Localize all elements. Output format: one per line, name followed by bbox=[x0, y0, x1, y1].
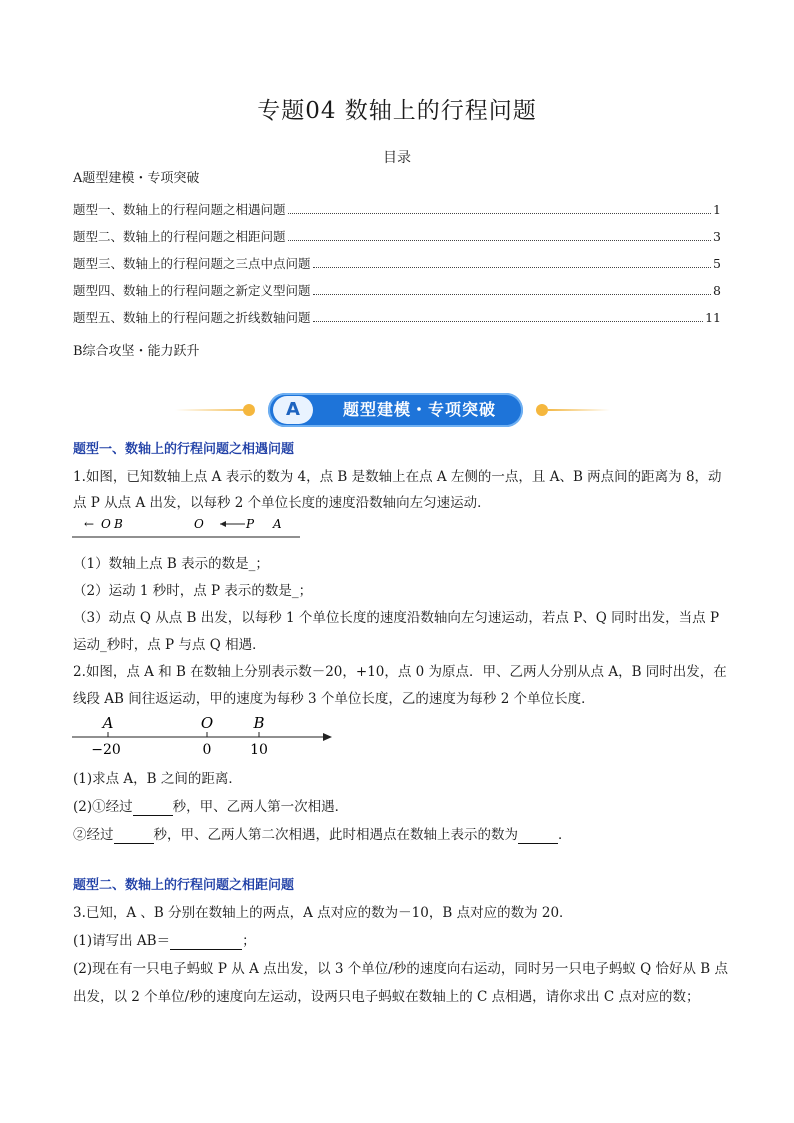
toc-section-a: A题型建模・专项突破 bbox=[73, 171, 200, 186]
toc-item-page: 1 bbox=[713, 202, 721, 217]
banner-letter: A bbox=[273, 396, 313, 424]
banner-left-dot bbox=[243, 404, 255, 416]
q2-sub1: (1)求点 A，B 之间的距离． bbox=[73, 771, 242, 787]
toc-item-label: 题型二、数轴上的行程问题之相距问题 bbox=[73, 229, 286, 244]
toc-item-label: 题型四、数轴上的行程问题之新定义型问题 bbox=[73, 283, 311, 298]
toc-leader-dots bbox=[313, 294, 712, 295]
toc-section-b: B综合攻坚・能力跃升 bbox=[73, 344, 200, 359]
toc-item[interactable] bbox=[73, 227, 721, 245]
banner-right-line bbox=[548, 409, 610, 411]
q3-sub1 bbox=[73, 929, 256, 950]
q2-number-line bbox=[70, 712, 335, 757]
q1-sub2: （2）运动 1 秒时，点 P 表示的数是_； bbox=[73, 583, 313, 599]
q1-sub3-line2: 运动_秒时，点 P 与点 Q 相遇． bbox=[73, 637, 266, 653]
banner-left-line bbox=[175, 409, 253, 411]
q2-text-line1: 2.如图，点 A 和 B 在数轴上分别表示数－20，+10，点 0 为原点．甲、乙两人分别从点 A，B 同时出发，在 bbox=[73, 664, 727, 680]
left-arrow-label: ← bbox=[84, 517, 95, 531]
q2-text-line2: 线段 AB 间往返运动，甲的速度为每秒 3 个单位长度，乙的速度为每秒 2 个单位长度． bbox=[73, 691, 595, 707]
toc-item-label: 题型五、数轴上的行程问题之折线数轴问题 bbox=[73, 310, 311, 325]
tick-label-b: 10 bbox=[250, 742, 268, 758]
axis-arrow-head bbox=[323, 733, 332, 741]
q3-sub1-suffix: ； bbox=[242, 933, 256, 949]
q1-sub3-line1: （3）动点 Q 从点 B 出发，以每秒 1 个单位长度的速度沿数轴向左匀速运动，若点 P、Q 同时出发，当点 P bbox=[73, 610, 720, 626]
point-label-a: A bbox=[102, 714, 114, 732]
q1-text-line1: 1.如图，已知数轴上点 A 表示的数为 4，点 B 是数轴上在点 A 左侧的一点，且 A、B 两点间的距离为 8，动 bbox=[73, 469, 722, 485]
toc-item[interactable] bbox=[73, 200, 721, 218]
toc-item-page: 5 bbox=[713, 256, 721, 271]
q3-sub1-prefix: (1)请写出 AB＝ bbox=[73, 933, 171, 949]
section-title: 题型一、数轴上的行程问题之相遇问题 bbox=[73, 442, 295, 457]
toc-leader-dots bbox=[288, 213, 712, 214]
q1-number-line bbox=[70, 514, 310, 544]
q1-sub1: （1）数轴上点 B 表示的数是_； bbox=[73, 556, 269, 572]
point-label-b: B bbox=[114, 517, 123, 531]
q2-sub2-a-prefix: (2)①经过 bbox=[73, 799, 133, 815]
q2-sub2-b bbox=[73, 823, 572, 844]
q3-text-line1: 3.已知，A 、B 分别在数轴上的两点，A 点对应的数为－10，B 点对应的数为 20． bbox=[73, 905, 573, 921]
toc-item[interactable] bbox=[73, 254, 721, 272]
answer-blank[interactable] bbox=[170, 933, 242, 950]
q2-sub2-a bbox=[73, 795, 348, 816]
section-title: 题型二、数轴上的行程问题之相距问题 bbox=[73, 878, 295, 893]
q2-sub2-b-mid: 秒，甲、乙两人第二次相遇，此时相遇点在数轴上表示的数为 bbox=[153, 827, 518, 843]
toc-item-label: 题型一、数轴上的行程问题之相遇问题 bbox=[73, 202, 286, 217]
toc-item-page: 3 bbox=[713, 229, 721, 244]
q2-sub2-b-prefix: ②经过 bbox=[73, 827, 114, 843]
toc-item-label: 题型三、数轴上的行程问题之三点中点问题 bbox=[73, 256, 311, 271]
toc-item-page: 8 bbox=[713, 283, 721, 298]
q1-text-line2: 点 P 从点 A 出发，以每秒 2 个单位长度的速度沿数轴向左匀速运动． bbox=[73, 495, 491, 511]
toc-leader-dots bbox=[313, 321, 704, 322]
toc-leader-dots bbox=[288, 240, 712, 241]
point-label-b: B bbox=[253, 714, 265, 732]
tick-label-a: −20 bbox=[91, 742, 121, 758]
page-title: 专题04 数轴上的行程问题 bbox=[257, 98, 537, 124]
toc-item-page: 11 bbox=[705, 310, 721, 325]
point-label-o: O bbox=[101, 517, 111, 531]
banner-right-dot bbox=[536, 404, 548, 416]
toc-leader-dots bbox=[313, 267, 712, 268]
section-banner bbox=[268, 393, 523, 427]
point-label-p: P bbox=[246, 517, 255, 531]
toc-heading: 目录 bbox=[383, 150, 411, 166]
answer-blank[interactable] bbox=[133, 799, 173, 816]
q3-sub2-line2: 出发，以 2 个单位/秒的速度向左运动，设两只电子蚂蚁在数轴上的 C 点相遇，请你求出 C 点对应的数； bbox=[73, 989, 700, 1005]
point-label-o: O bbox=[200, 714, 214, 732]
point-label-a: A bbox=[273, 517, 282, 531]
q2-sub2-a-suffix: 秒，甲、乙两人第一次相遇． bbox=[172, 799, 349, 815]
toc-item[interactable] bbox=[73, 281, 721, 299]
banner-text: 题型建模・专项突破 bbox=[342, 400, 496, 419]
toc-item[interactable] bbox=[73, 308, 721, 326]
answer-blank[interactable] bbox=[114, 827, 154, 844]
q3-sub2-line1: (2)现在有一只电子蚂蚁 P 从 A 点出发，以 3 个单位/秒的速度向右运动，同时另一只电子蚂蚁 Q 恰好从 B 点 bbox=[73, 961, 728, 977]
motion-arrow-head bbox=[220, 521, 226, 527]
q2-sub2-b-end: ． bbox=[558, 827, 572, 843]
tick-label-o: 0 bbox=[202, 742, 212, 758]
origin-label: O bbox=[194, 517, 204, 531]
answer-blank[interactable] bbox=[518, 827, 558, 844]
